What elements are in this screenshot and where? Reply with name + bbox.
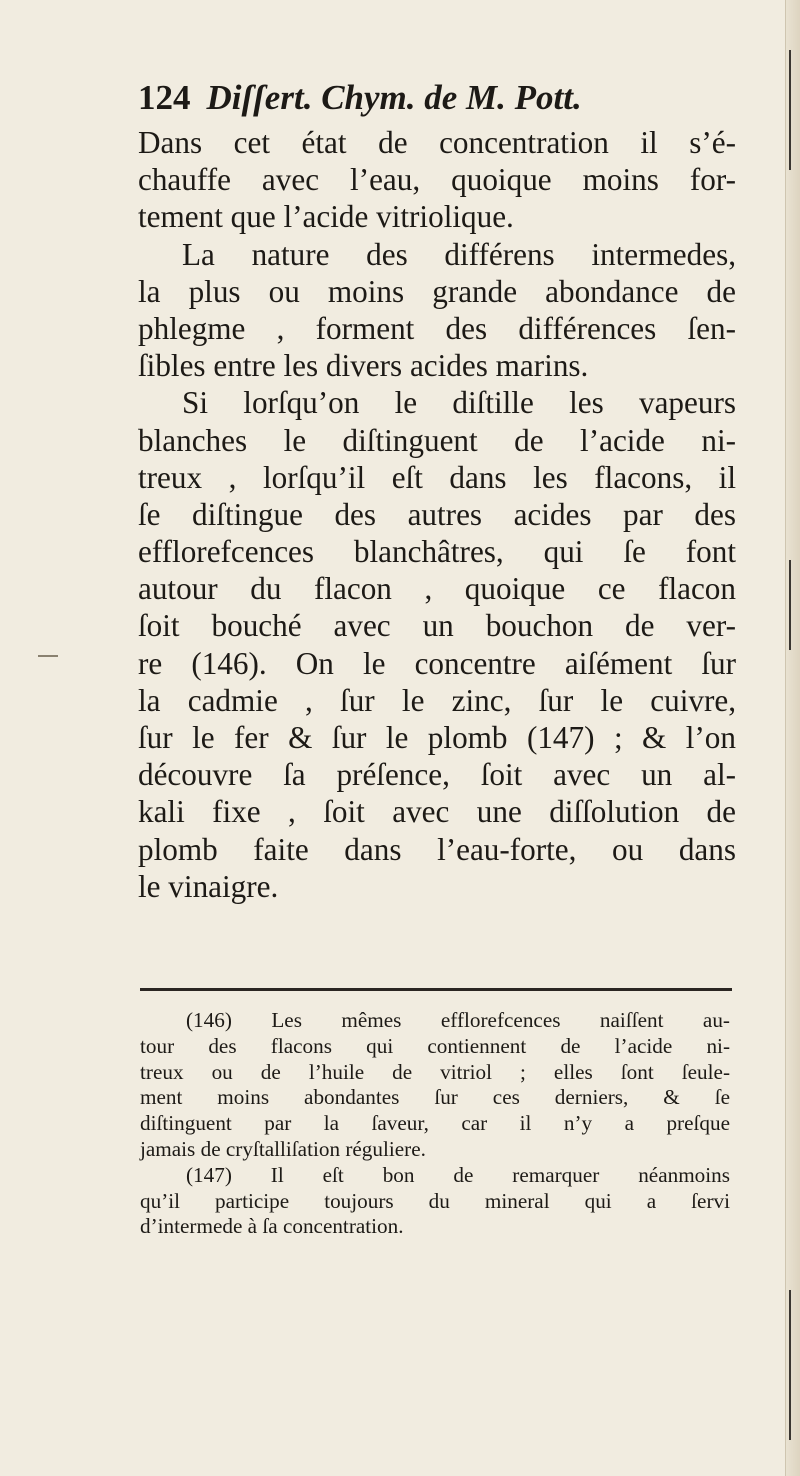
text-line: ſoit bouché avec un bouchon de ver- <box>138 608 736 644</box>
footnote-line: d’intermede à ſa concentration. <box>140 1214 404 1239</box>
text-line: la plus ou moins grande abondance de <box>138 273 736 309</box>
text-line: blanches le diſtinguent de l’acide ni- <box>138 422 736 458</box>
text-line: Dans cet état de concentration il s’é- <box>138 125 736 160</box>
text-line: la cadmie , ſur le zinc, ſur le cuivre, <box>138 682 736 718</box>
text-line: efflorefcences blanchâtres, qui ſe font <box>138 534 736 570</box>
running-header <box>138 78 698 118</box>
text-line: re (146). On le concentre aiſément ſur <box>138 645 736 681</box>
text-line: La nature des différens intermedes, <box>182 236 736 272</box>
footnote-line: diſtinguent par la ſaveur, car il n’y a preſque <box>140 1111 730 1136</box>
footnote-line: treux ou de l’huile de vitriol ; elles ſont ſeule- <box>140 1059 730 1084</box>
footnotes <box>140 1008 730 1240</box>
footnote-line: (147) Il eſt bon de remarquer néanmoins <box>186 1162 730 1187</box>
page-edge <box>785 0 800 1476</box>
text-line: tement que l’acide vitriolique. <box>138 199 514 235</box>
footnote-line: jamais de cryſtalliſation réguliere. <box>140 1136 426 1161</box>
text-line: kali fixe , ſoit avec une diſſolution de <box>138 794 736 830</box>
text-line: phlegme , forment des différences ſen- <box>138 310 736 346</box>
text-line: ſur le fer & ſur le plomb (147) ; & l’on <box>138 720 736 755</box>
text-line: découvre ſa préſence, ſoit avec un al- <box>138 757 736 793</box>
text-line: ſe diſtingue des autres acides par des <box>138 496 736 532</box>
footnote-line: tour des flacons qui contiennent de l’acide ni- <box>140 1033 730 1058</box>
text-line: autour du flacon , quoique ce flacon <box>138 571 736 607</box>
text-line: chauffe avec l’eau, quoique moins for- <box>138 162 736 198</box>
footnote-rule <box>140 988 732 991</box>
running-title: Diſſert. Chym. de M. Pott. <box>206 78 582 117</box>
text-line: treux , lorſqu’il eſt dans les flacons, il <box>138 459 736 495</box>
footnote-line: (146) Les mêmes efflorefcences naiſſent au- <box>186 1008 730 1032</box>
page-number: 124 <box>138 78 191 117</box>
body-text <box>138 124 736 905</box>
footnote-line: ment moins abondantes ſur ces derniers, & ſe <box>140 1085 730 1110</box>
text-line: plomb faite dans l’eau-forte, ou dans <box>138 831 736 867</box>
text-line: le vinaigre. <box>138 868 279 904</box>
text-line: ſibles entre les divers acides marins. <box>138 348 589 384</box>
text-line: Si lorſqu’on le diſtille les vapeurs <box>182 385 736 421</box>
margin-mark <box>38 655 58 657</box>
footnote-line: qu’il participe toujours du mineral qui a ſervi <box>140 1188 730 1213</box>
